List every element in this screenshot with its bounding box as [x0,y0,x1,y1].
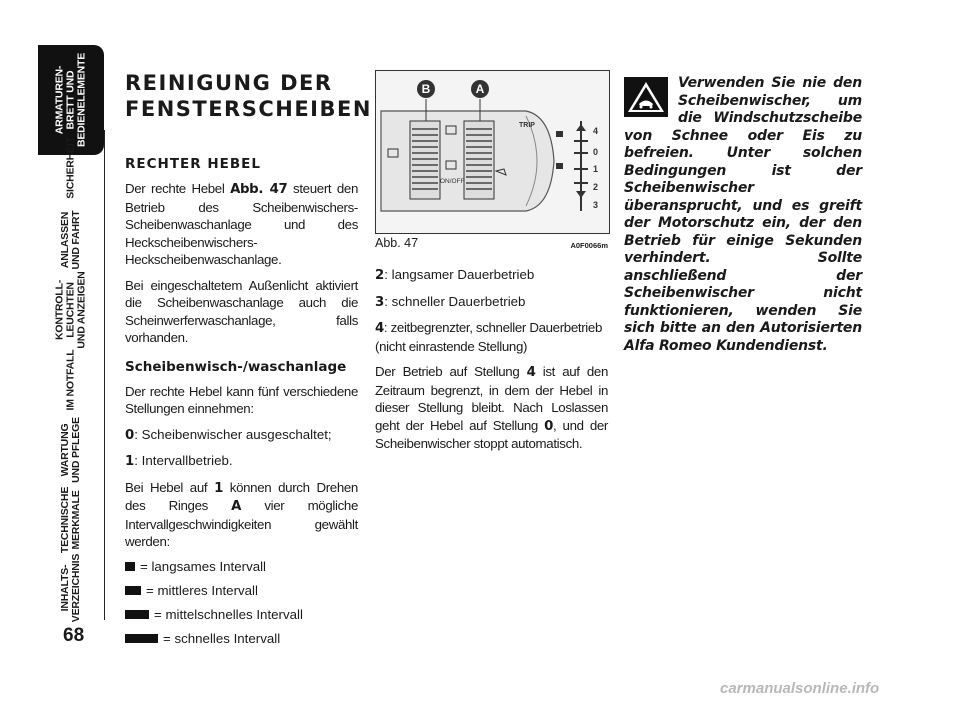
label-b: B [421,82,431,96]
interval-item: = schnelles Intervall [125,631,358,646]
position-item: 0: Scheibenwischer ausgeschaltet; [125,426,332,443]
onoff-label: ON/OFF [440,178,465,185]
paragraph: Bei Hebel auf 1 können durch Drehen des Ringes A vier mögliche Intervallgeschwindigkeiten gewählt werden: [125,479,358,549]
page-title: REINIGUNG DER FENSTERSCHEIBEN [125,71,372,121]
interval-item: = langsames Intervall [125,559,358,574]
scale-label: 3 [593,200,599,210]
figure-abb-47 [375,70,610,234]
paragraph: Der rechte Hebel Abb. 47 steuert den Betrieb des Scheibenwischers-Scheibenwaschanlage und des Heckscheibenwischers-Heckscheibenwaschanlage. [125,181,358,267]
position-item: 4: zeitbegrenzter, schneller Dauerbetrieb (nicht einrastende Stellung) [375,320,602,354]
section-sidebar [0,0,108,709]
interval-item: = mittelschnelles Intervall [125,607,358,622]
tab-label: SICHERHEIT [64,136,77,199]
figure-reference[interactable]: Abb. 47 [230,182,288,197]
scale-label: 4 [593,126,599,136]
warning-box [624,75,862,355]
tab-wartung[interactable] [38,415,105,485]
figure-code: A0F0066m [570,241,608,250]
scale-label: 1 [593,164,599,174]
tab-label: WARTUNG UND PFLEGE [59,417,82,483]
tab-im-notfall[interactable] [38,345,105,415]
column-middle [375,70,608,461]
tab-technische-merkmale[interactable] [38,485,105,555]
paragraph: Der rechte Hebel kann fünf verschiedene Stellungen einnehmen: [125,383,358,416]
position-item: 1: Intervallbetrieb. [125,453,233,469]
page-number: 68 [63,625,85,646]
tab-inhaltsverzeichnis[interactable] [38,555,105,620]
figure-caption [375,236,608,250]
figure-label: Abb. 47 [375,236,419,250]
section-heading: RECHTER HEBEL [125,156,261,172]
interval-bar-icon [125,634,158,643]
tab-kontrollleuchten[interactable] [38,271,105,349]
scale-label: 2 [593,182,599,192]
tab-anlassen[interactable] [38,205,105,275]
trip-label: TRIP [519,122,535,129]
subsection-heading: Scheibenwisch-/waschanlage [125,358,347,375]
position-item: 3: schneller Dauerbetrieb [375,293,526,310]
warning-text: Verwenden Sie nie den Scheibenwischer, um die Windschutzscheibe von Schnee oder Eis zu befreien. Unter solchen Bedingungen ist der Scheibenwischer überansprucht, und es greift der Motorschutz ein, der den Betrieb für einige Sekunden verhindert. Sollte anschließend der Scheibenwischer nicht funktionieren, wenden Sie sich bitte an den Autorisierten Alfa Romeo Kundendienst. [624,75,862,354]
lever-illustration [376,71,609,233]
position-item: 2: langsamer Dauerbetrieb [375,267,535,283]
tab-label: ARMATUREN- BRETT UND BEDIENELEMENTE [53,52,88,148]
scale-label: 0 [593,147,599,157]
tab-label: INHALTS- VERZEICHNIS [59,553,82,622]
interval-item: = mittleres Intervall [125,583,358,598]
paragraph: Bei eingeschaltetem Außenlicht aktiviert die Scheibenwaschanlage auch die Scheinwerferwaschanlage, falls vorhanden. [125,277,358,345]
interval-bar-icon [125,610,149,619]
interval-bar-icon [125,586,141,595]
tab-label: ANLASSEN UND FAHRT [59,210,82,270]
tab-label: KONTROLL- LEUCHTEN UND ANZEIGEN [53,271,88,349]
tab-sicherheit[interactable] [38,130,105,205]
warning-triangle-icon [624,77,668,117]
paragraph: Der Betrieb auf Stellung 4 ist auf den Zeitraum begrenzt, in dem der Hebel in dieser Stellung bleibt. Nach Loslassen geht der Hebel auf Stellung 0, und der Scheibenwischer stoppt automatisch. [375,364,608,451]
tab-label: IM NOTFALL [64,349,77,411]
watermark: carmanualsonline.info [720,680,880,697]
tab-label: TECHNISCHE MERKMALE [59,486,82,554]
label-a: A [475,82,485,96]
interval-bar-icon [125,562,135,571]
column-left [125,70,372,655]
